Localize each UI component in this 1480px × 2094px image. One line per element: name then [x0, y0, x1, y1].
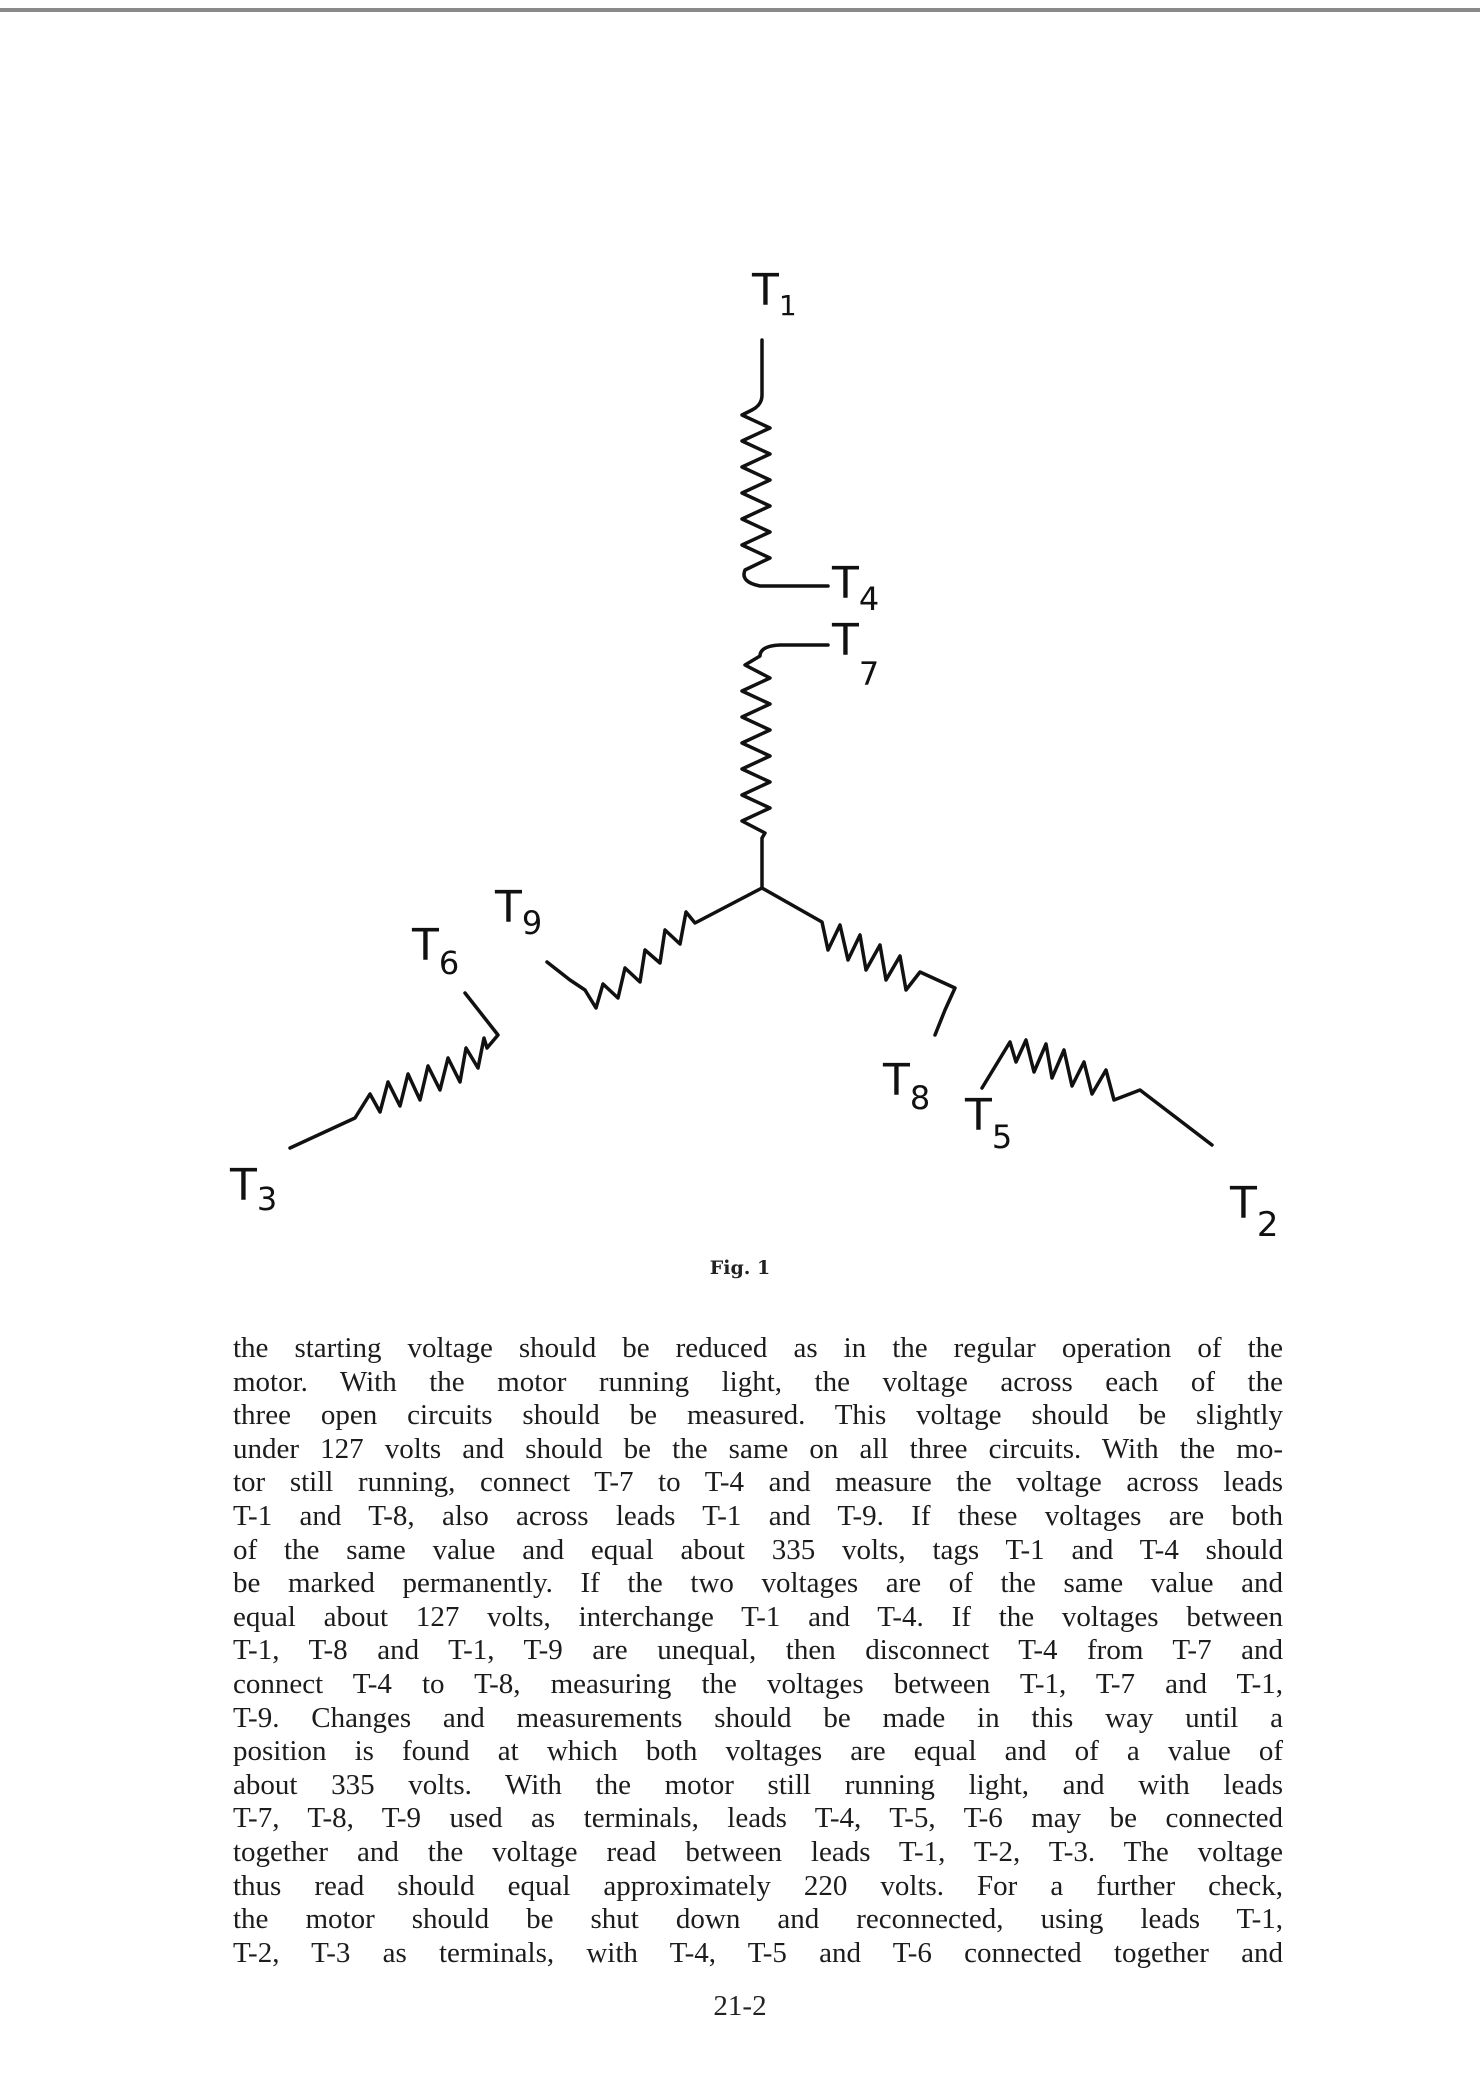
page-number: 21-2: [713, 1990, 767, 2022]
label-t1: $T_1$: [752, 265, 797, 322]
label-t7: $T_7$: [832, 615, 880, 693]
body-line: be marked permanently. If the two voltages are of the same value and: [233, 1567, 1283, 1600]
body-line: T-1 and T-8, also across leads T-1 and T-9. If these voltages are both: [233, 1499, 1283, 1532]
body-line: together and the voltage read between leads T-1, T-2, T-3. The voltage: [233, 1835, 1283, 1868]
winding-center-t8: [762, 888, 955, 1035]
label-t4: $T_4$: [832, 558, 880, 618]
label-t8: $T_8$: [883, 1055, 931, 1117]
body-line: thus read should equal approximately 220 volts. For a further check,: [233, 1869, 1283, 1902]
body-line: connect T-4 to T-8, measuring the voltages between T-1, T-7 and T-1,: [233, 1667, 1283, 1700]
body-paragraph: [233, 1332, 1283, 1970]
winding-t7-center: [742, 645, 828, 888]
body-line: equal about 127 volts, interchange T-1 and T-4. If the voltages between: [233, 1600, 1283, 1633]
label-t9: $T_9$: [495, 882, 543, 942]
body-line: under 127 volts and should be the same on all three circuits. With the mo-: [233, 1432, 1283, 1465]
label-t3: $T_3$: [230, 1160, 278, 1218]
body-line: the starting voltage should be reduced as in the regular operation of the: [233, 1332, 1283, 1364]
body-line: the motor should be shut down and reconnected, using leads T-1,: [233, 1903, 1283, 1936]
winding-t5-t2: [982, 1040, 1212, 1145]
body-line: three open circuits should be measured. This voltage should be slightly: [233, 1399, 1283, 1432]
label-t6: $T_6$: [412, 920, 460, 982]
body-line: T-1, T-8 and T-1, T-9 are unequal, then disconnect T-4 from T-7 and: [233, 1634, 1283, 1667]
body-line: position is found at which both voltages are equal and of a value of: [233, 1735, 1283, 1768]
winding-t6-t3: [290, 993, 498, 1148]
figure-caption: Fig. 1: [709, 1257, 771, 1279]
label-t2: $T_2$: [1230, 1178, 1279, 1245]
body-line: T-7, T-8, T-9 used as terminals, leads T-4, T-5, T-6 may be connected: [233, 1802, 1283, 1835]
label-t5: $T_5$: [965, 1090, 1013, 1156]
winding-center-t9: [547, 888, 762, 1008]
body-line: of the same value and equal about 335 volts, tags T-1 and T-4 should: [233, 1533, 1283, 1566]
body-line: tor still running, connect T-7 to T-4 and measure the voltage across leads: [233, 1466, 1283, 1499]
winding-t1-t4: [742, 340, 828, 586]
body-line: T-9. Changes and measurements should be made in this way until a: [233, 1701, 1283, 1734]
body-line: motor. With the motor running light, the voltage across each of the: [233, 1365, 1283, 1398]
body-line: about 335 volts. With the motor still running light, and with leads: [233, 1768, 1283, 1801]
body-line: T-2, T-3 as terminals, with T-4, T-5 and T-6 connected together and: [233, 1936, 1283, 1969]
